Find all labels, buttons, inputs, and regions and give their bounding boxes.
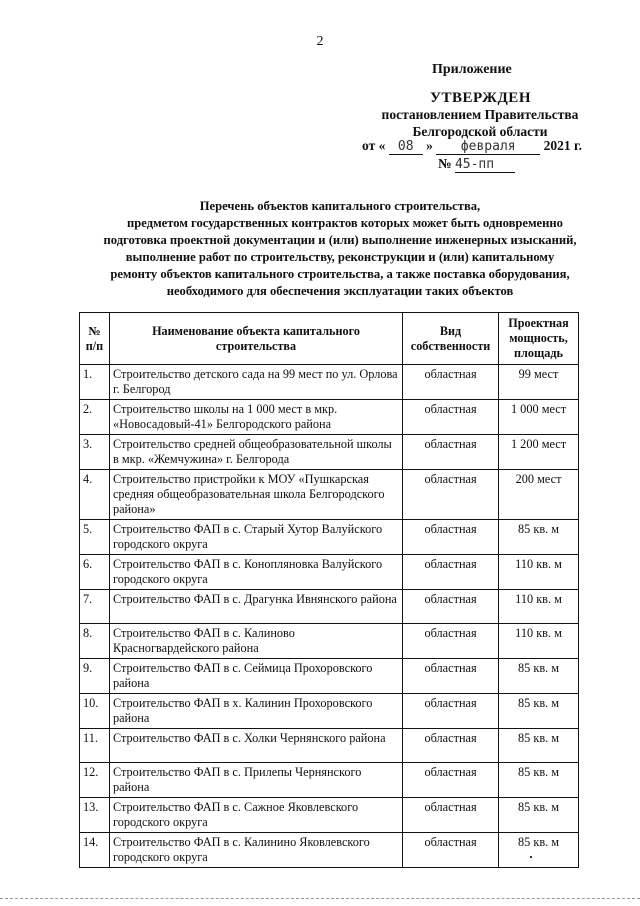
cell-ownership: областная (403, 694, 499, 729)
cell-num: 1. (80, 365, 110, 400)
cell-ownership: областная (403, 798, 499, 833)
cell-name: Строительство ФАП в с. Холки Чернянского района (109, 729, 402, 763)
cell-name: Строительство пристройки к МОУ «Пушкарская средняя общеобразовательная школа Белгородского района» (109, 470, 402, 520)
cell-capacity: 110 кв. м (499, 590, 579, 624)
cell-num: 5. (80, 520, 110, 555)
cell-ownership: областная (403, 659, 499, 694)
cell-capacity: 85 кв. м (499, 798, 579, 833)
title-line-1: Перечень объектов капитального строительства, (199, 199, 481, 213)
title-line-3: подготовка проектной документации и (или) выполнение инженерных изысканий, (103, 233, 577, 247)
cell-name: Строительство ФАП в с. Конопляновка Валуйского городского округа (109, 555, 402, 590)
table-row (80, 694, 579, 729)
table-row (80, 624, 579, 659)
cell-num: 6. (80, 555, 110, 590)
table-row (80, 763, 579, 798)
date-year: 2021 г. (543, 138, 582, 153)
number-prefix: № (438, 156, 452, 171)
table-row (80, 365, 579, 400)
cell-capacity: 110 кв. м (499, 624, 579, 659)
cell-name: Строительство ФАП в с. Прилепы Чернянского района (109, 763, 402, 798)
table-row (80, 400, 579, 435)
table-row (80, 659, 579, 694)
cell-ownership: областная (403, 555, 499, 590)
cell-num: 9. (80, 659, 110, 694)
cell-capacity: 1 200 мест (499, 435, 579, 470)
objects-table (79, 312, 579, 868)
cell-capacity: 85 кв. м (499, 763, 579, 798)
header-num: № п/п (80, 313, 110, 365)
cell-num: 12. (80, 763, 110, 798)
title-line-5: ремонту объектов капитального строительства, а также поставка оборудования, (110, 267, 570, 281)
table-header-row (80, 313, 579, 365)
cell-name: Строительство ФАП в с. Драгунка Ивнянского района (109, 590, 402, 624)
cell-capacity: 85 кв. м (499, 833, 579, 868)
cell-num: 10. (80, 694, 110, 729)
cell-ownership: областная (403, 590, 499, 624)
decree-block (360, 106, 600, 140)
cell-capacity: 85 кв. м (499, 694, 579, 729)
approved-label: УТВЕРЖДЕН (430, 90, 531, 106)
cell-num: 4. (80, 470, 110, 520)
cell-ownership: областная (403, 763, 499, 798)
cell-ownership: областная (403, 365, 499, 400)
cell-name: Строительство средней общеобразовательной школы в мкр. «Жемчужина» г. Белгорода (109, 435, 402, 470)
cell-num: 2. (80, 400, 110, 435)
table-row (80, 435, 579, 470)
decree-number (438, 156, 515, 173)
cell-name: Строительство школы на 1 000 мест в мкр. «Новосадовый-41» Белгородского района (109, 400, 402, 435)
title-line-4: выполнение работ по строительству, реконструкции и (или) капитальному (125, 250, 555, 264)
cell-name: Строительство ФАП в с. Сажное Яковлевского городского округа (109, 798, 402, 833)
cell-ownership: областная (403, 729, 499, 763)
cell-num: 14. (80, 833, 110, 868)
cell-ownership: областная (403, 470, 499, 520)
header-ownership: Вид собственности (403, 313, 499, 365)
document-title (60, 198, 620, 300)
cell-capacity: 85 кв. м (499, 659, 579, 694)
table-row (80, 555, 579, 590)
cell-capacity: 85 кв. м (499, 729, 579, 763)
cell-name: Строительство ФАП в с. Калинино Яковлевского городского округа (109, 833, 402, 868)
table-row (80, 833, 579, 868)
cell-name: Строительство ФАП в с. Старый Хутор Валуйского городского округа (109, 520, 402, 555)
cell-capacity: 1 000 мест (499, 400, 579, 435)
cell-ownership: областная (403, 624, 499, 659)
number-value: 45-пп (455, 157, 515, 173)
decree-line-2: Белгородской области (412, 124, 548, 139)
title-line-2: предметом государственных контрактов которых может быть одновременно (127, 216, 563, 230)
table-row (80, 520, 579, 555)
decree-date (362, 138, 582, 155)
appendix-label: Приложение (432, 62, 512, 77)
cell-capacity: 99 мест (499, 365, 579, 400)
cell-num: 3. (80, 435, 110, 470)
table-row (80, 729, 579, 763)
table-row (80, 798, 579, 833)
date-day: 08 (389, 139, 423, 155)
cell-name: Строительство ФАП в с. Калиново Красногвардейского района (109, 624, 402, 659)
cell-name: Строительство ФАП в х. Калинин Прохоровского района (109, 694, 402, 729)
cell-ownership: областная (403, 520, 499, 555)
cell-ownership: областная (403, 435, 499, 470)
cell-name: Строительство ФАП в с. Сеймица Прохоровского района (109, 659, 402, 694)
date-mid: » (426, 138, 433, 153)
title-line-6: необходимого для обеспечения эксплуатации таких объектов (166, 284, 514, 298)
cell-num: 11. (80, 729, 110, 763)
scan-speck (530, 856, 532, 858)
cell-num: 13. (80, 798, 110, 833)
cell-num: 8. (80, 624, 110, 659)
cell-capacity: 200 мест (499, 470, 579, 520)
date-prefix: от « (362, 138, 386, 153)
cell-num: 7. (80, 590, 110, 624)
header-capacity: Проектная мощность, площадь (499, 313, 579, 365)
cell-ownership: областная (403, 400, 499, 435)
date-month: февраля (436, 139, 540, 155)
cell-capacity: 110 кв. м (499, 555, 579, 590)
cell-name: Строительство детского сада на 99 мест по ул. Орлова г. Белгород (109, 365, 402, 400)
table-row (80, 590, 579, 624)
decree-line-1: постановлением Правительства (381, 107, 579, 122)
table-row (80, 470, 579, 520)
header-name: Наименование объекта капитального строительства (109, 313, 402, 365)
page-number: 2 (316, 34, 324, 49)
cell-capacity: 85 кв. м (499, 520, 579, 555)
cell-ownership: областная (403, 833, 499, 868)
